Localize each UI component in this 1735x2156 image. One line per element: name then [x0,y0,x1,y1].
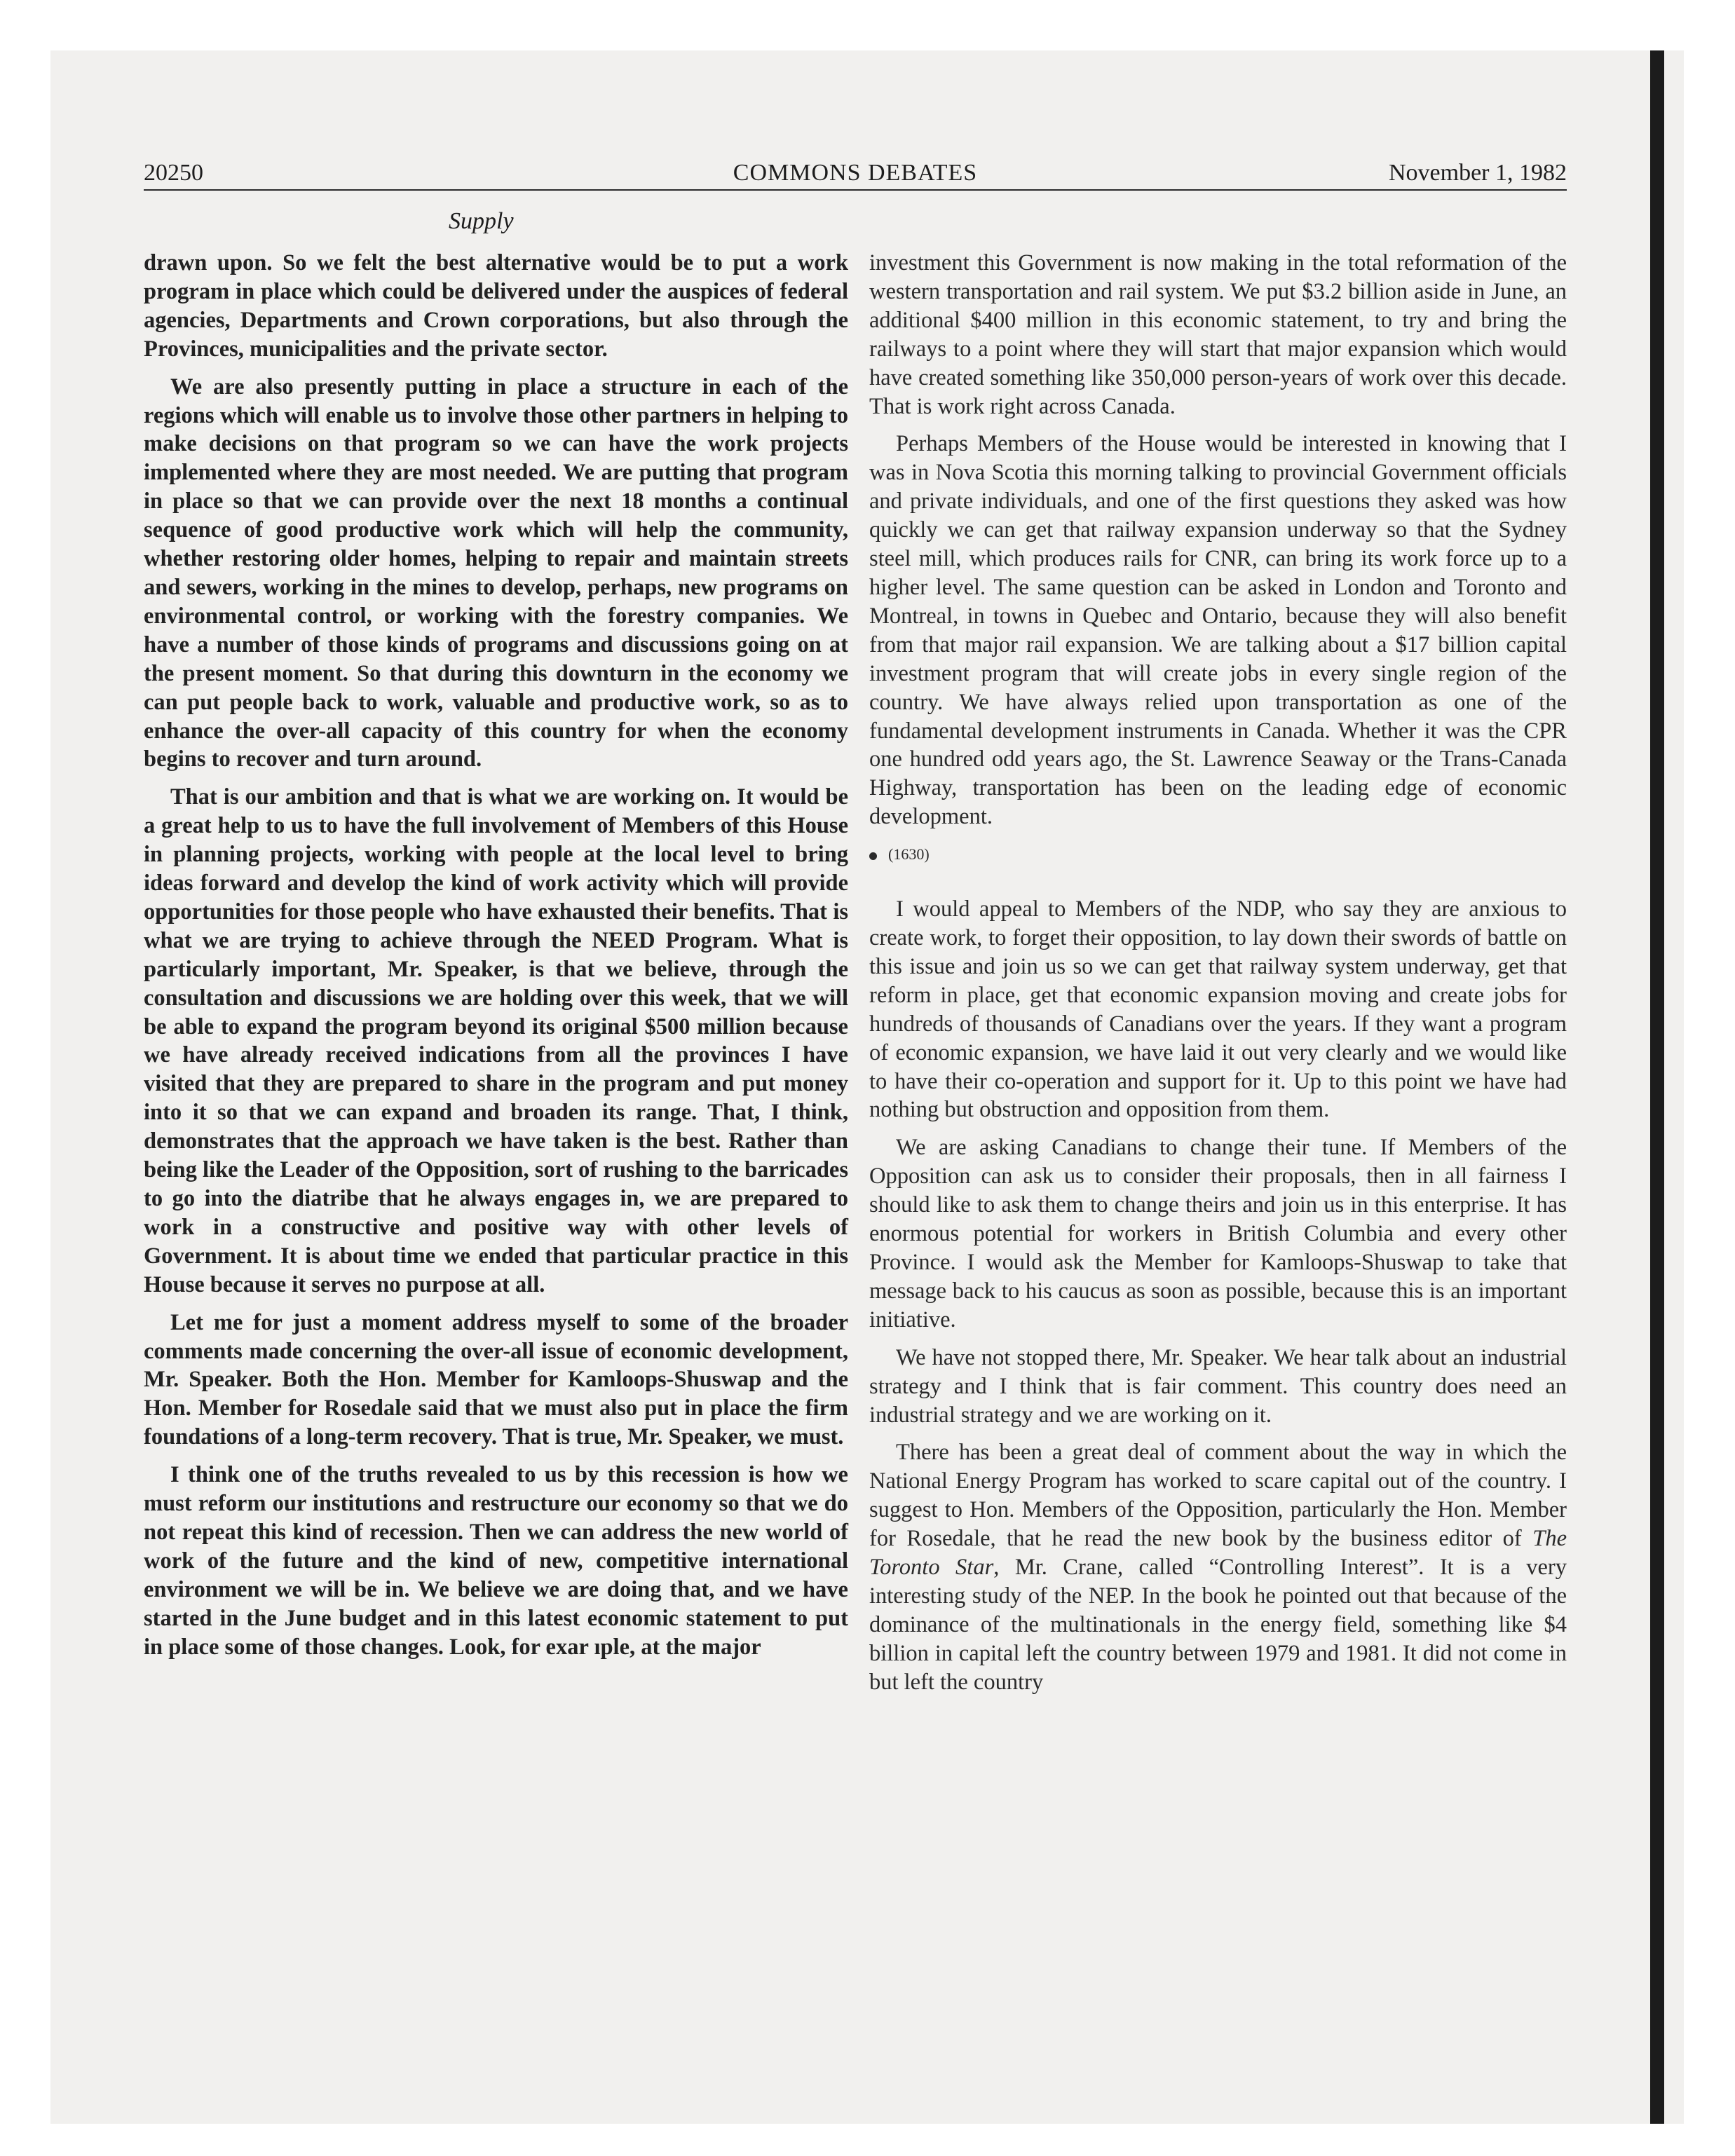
newspaper-title: The Toronto Star [869,1526,1567,1581]
publication-title: COMMONS DEBATES [733,160,978,186]
header-rule [144,189,1567,191]
paragraph: I think one of the truths revealed to us by this recession is how we must reform our institutions and restructure our economy so that we do not repeat this kind of recession. Then we can address the new world of work of the future and the kind of new, competitive international environment we will be in. We believe we are doing that, and we have started in the June budget and in this latest economic statement to put in place some of those changes. Look, for exar ıple, at the major [144,1462,848,1660]
paragraph: drawn upon. So we felt the best alternative would be to put a work program in place which could be delivered under the auspices of federal agencies, Departments and Crown corporations, but also through the Provinces, municipalities and the private sector. [144,250,848,362]
paragraph: We have not stopped there, Mr. Speaker. We hear talk about an industrial strategy and I think that is fair comment. This country does need an industrial strategy and we are working on it. [869,1344,1567,1428]
paragraph: Perhaps Members of the House would be interested in knowing that I was in Nova Scotia this morning talking to provincial Government officials and private individuals, and one of the first questions they asked was how quickly we can get that railway expansion underway so that the Sydney steel mill, which produces rails for CNR, can bring its work force up to a higher level. The same question can be asked in London and Toronto and Montreal, in towns in Quebec and Ontario, because they will also benefit from that major rail expansion. We are talking about a $17 billion capital investment program that will create jobs in every single region of the country. We have always relied upon transportation as one of the fundamental development instruments in Canada. Whether it was the CPR one hundred odd years ago, the St. Lawrence Seaway or the Trans-Canada Highway, transportation has been on the leading edge of economic development. [869,431,1567,830]
paragraph: Let me for just a moment address myself to some of the broader comments made concerning the over-all issue of economic development, Mr. Speaker. Both the Hon. Member for Kamloops-Shuswap and the Hon. Member for Rosedale said that we must also put in place the firm foundations of a long-term recovery. That is true, Mr. Speaker, we must. [144,1309,848,1450]
paragraph: We are also presently putting in place a structure in each of the regions which will enable us to involve those other partners in helping to make decisions on that program so we can have the work projects implemented where they are most needed. We are putting that program in place so that we can provide over the next 18 months a continual sequence of good productive work which will help the community, whether restoring older homes, helping to repair and maintain streets and sewers, working in the mines to develop, perhaps, new programs on environmental control, or working with the forestry companies. We have a number of those kinds of programs and discussions going on at the present moment. So that during this downturn in the economy we can put people back to work, valuable and productive work, so as to enhance the over-all capacity of this country for when the economy begins to recover and turn around. [144,374,848,772]
paragraph: investment this Government is now making in the total reformation of the western transportation and rail system. We put $3.2 billion aside in June, an additional $400 million in this economic statement, to try and bring the railways to a point where they will start that major expansion which would have created something like 350,000 person-years of work over this decade. That is work right across Canada. [869,250,1567,419]
section-heading: Supply [449,208,514,234]
page-number: 20250 [144,160,203,186]
page-header [144,156,1567,191]
time-marker [869,840,1567,868]
bullet-icon [869,852,877,860]
timestamp: (1630) [888,845,930,864]
right-column [869,249,1567,1706]
binding-edge [1650,50,1664,2124]
paragraph: That is our ambition and that is what we are working on. It would be a great help to us to have the full involvement of Members of this House in planning projects, working with people at the local level to bring ideas forward and develop the kind of work activity which will provide opportunities for those people who have exhausted their benefits. That is what we are trying to achieve through the NEED Program. What is particularly important, Mr. Speaker, is that we believe, through the consultation and discussions we are holding over this week, that we will be able to expand the program beyond its original $500 million because we have already received indications from all the provinces I have visited that they are prepared to share in the program and put money into it so that we can expand and broaden its range. That, I think, demonstrates that the approach we have taken is the best. Rather than being like the Leader of the Opposition, sort of rushing to the barricades to go into the diatribe that he always engages in, we are prepared to work in a constructive and positive way with other levels of Government. It is about time we ended that particular practice in this House because it serves no purpose at all. [144,784,848,1297]
paragraph: I would appeal to Members of the NDP, who say they are anxious to create work, to forget their opposition, to lay down their swords of battle on this issue and join us so we can get that railway system underway, get that reform in place, get that economic expansion moving and create jobs for hundreds of thousands of Canadians over the years. If they want a program of economic expansion, we have laid it out very clearly and we would like to have their co-operation and support for it. Up to this point we have had nothing but obstruction and opposition from them. [869,896,1567,1123]
paragraph [869,1438,1567,1696]
paragraph-text: There has been a great deal of comment about the way in which the National Energy Program has worked to scare capital out of the country. I suggest to Hon. Members of the Opposition, particularly the Hon. Member for Rosedale, that he read the new book by the business editor of [869,1440,1567,1552]
paragraph-text: , Mr. Crane, called “Controlling Interest”. It is a very interesting study of the NEP. In the book he pointed out that because of the dominance of the multinationals in the energy field, something like $4 billion in capital left the country between 1979 and 1981. It did not come in but left the country [869,1555,1567,1695]
left-column [144,249,848,1671]
paragraph: We are asking Canadians to change their tune. If Members of the Opposition can ask us to consider their proposals, then in all fairness I should like to ask them to change theirs and join us in this enterprise. It has enormous potential for workers in British Columbia and every other Province. I would ask the Member for Kamloops-Shuswap to take that message back to his caucus as soon as possible, because this is an important initiative. [869,1135,1567,1332]
publication-date: November 1, 1982 [1388,160,1567,186]
